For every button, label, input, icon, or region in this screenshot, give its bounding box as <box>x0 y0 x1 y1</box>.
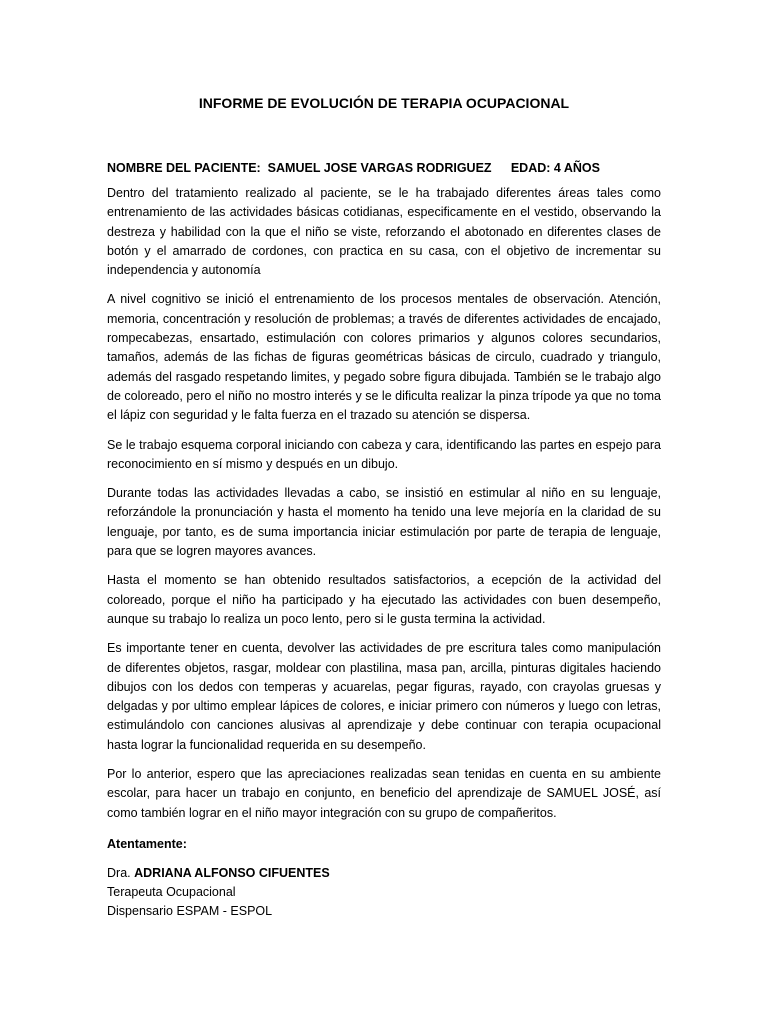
patient-name-field <box>107 160 492 176</box>
patient-label: NOMBRE DEL PACIENTE: <box>107 161 261 175</box>
paragraph-daily-activities: Dentro del tratamiento realizado al paciente, se le ha trabajado diferentes áreas tales como entrenamiento de las actividades básicas cotidianas, especificamente en el vestido, observando la destreza y habilidad con la que el niño se viste, reforzando el abotonado en diferentes clases de botón y el amarrado de cordones, con practica en su casa, con el objetivo de incrementar su independencia y autonomía <box>107 186 661 278</box>
signature-name-line <box>107 864 661 883</box>
paragraph-conclusion: Por lo anterior, espero que las apreciaciones realizadas sean tenidas en cuenta en su ambiente escolar, para hacer un trabajo en conjunto, en beneficio del aprendizaje de SAMUEL JOSÉ, así como también lograr en el niño mayor integración con su grupo de compañeritos. <box>107 767 661 820</box>
paragraph-results: Hasta el momento se han obtenido resultados satisfactorios, a ecepción de la actividad del coloreado, porque el niño ha participado y ha ejecutado las actividades con buen desempeño, aunque su trabajo lo realiza un poco lento, pero si le gusta termina la actividad. <box>107 573 661 626</box>
signature-name: ADRIANA ALFONSO CIFUENTES <box>134 865 330 880</box>
signature-institution: Dispensario ESPAM - ESPOL <box>107 903 273 918</box>
closing-salutation: Atentamente: <box>107 836 187 851</box>
paragraph-recommendations: Es importante tener en cuenta, devolver las actividades de pre escritura tales como manipulación de diferentes objetos, rasgar, moldear con plastilina, masa pan, arcilla, pinturas digitales haciendo dibujos con los dedos con temperas y acuarelas, pegar figuras, rayado, con crayolas gruesas y delgadas y por ultimo emplear lápices de colores, e iniciar primero con números y luego con letras, estimulándolo con canciones alusivas al aprendizaje y debe continuar con terapia ocupacional hasta lograr la funcionalidad requerida en su desempeño. <box>107 641 661 752</box>
age-label: EDAD: <box>510 161 551 175</box>
patient-info-row <box>107 160 661 176</box>
document-title: INFORME DE EVOLUCIÓN DE TERAPIA OCUPACIONAL <box>198 95 570 111</box>
document-body <box>107 94 661 921</box>
paragraph-language: Durante todas las actividades llevadas a cabo, se insistió en estimular al niño en su lenguaje, reforzándole la pronunciación y hasta el momento ha tenido una leve mejoría en la claridad de su lenguaje, por tanto, es de suma importancia iniciar estimulación por parte de terapia de lenguaje, para que se logren mayores avances. <box>107 486 661 559</box>
signature-prefix: Dra. <box>107 865 131 880</box>
signature-role: Terapeuta Ocupacional <box>107 884 236 899</box>
paragraph-body-schema: Se le trabajo esquema corporal iniciando con cabeza y cara, identificando las partes en espejo para reconocimiento en sí mismo y después en un dibujo. <box>107 437 661 471</box>
age-value: 4 AÑOS <box>553 161 600 175</box>
signature-block <box>107 864 661 921</box>
patient-name: SAMUEL JOSE VARGAS RODRIGUEZ <box>267 161 492 175</box>
patient-age-field <box>511 160 600 176</box>
paragraph-cognitive: A nivel cognitivo se inició el entrenamiento de los procesos mentales de observación. Atención, memoria, concentración y resolución de problemas; a través de diferentes actividades de encajado, rompecabezas, ensartado, estimulación con colores primarios y algunos colores secundarios, tamaños, además de las fichas de figuras geométricas básicas de circulo, cuadrado y triangulo, además del rasgado respetando limites, y pegado sobre figura dibujada. También se le trabajo algo de coloreado, pero el niño no mostro interés y se le dificulta realizar la pinza trípode ya que no toma el lápiz con seguridad y le falta fuerza en el trazado su atención se dispersa. <box>107 292 661 423</box>
